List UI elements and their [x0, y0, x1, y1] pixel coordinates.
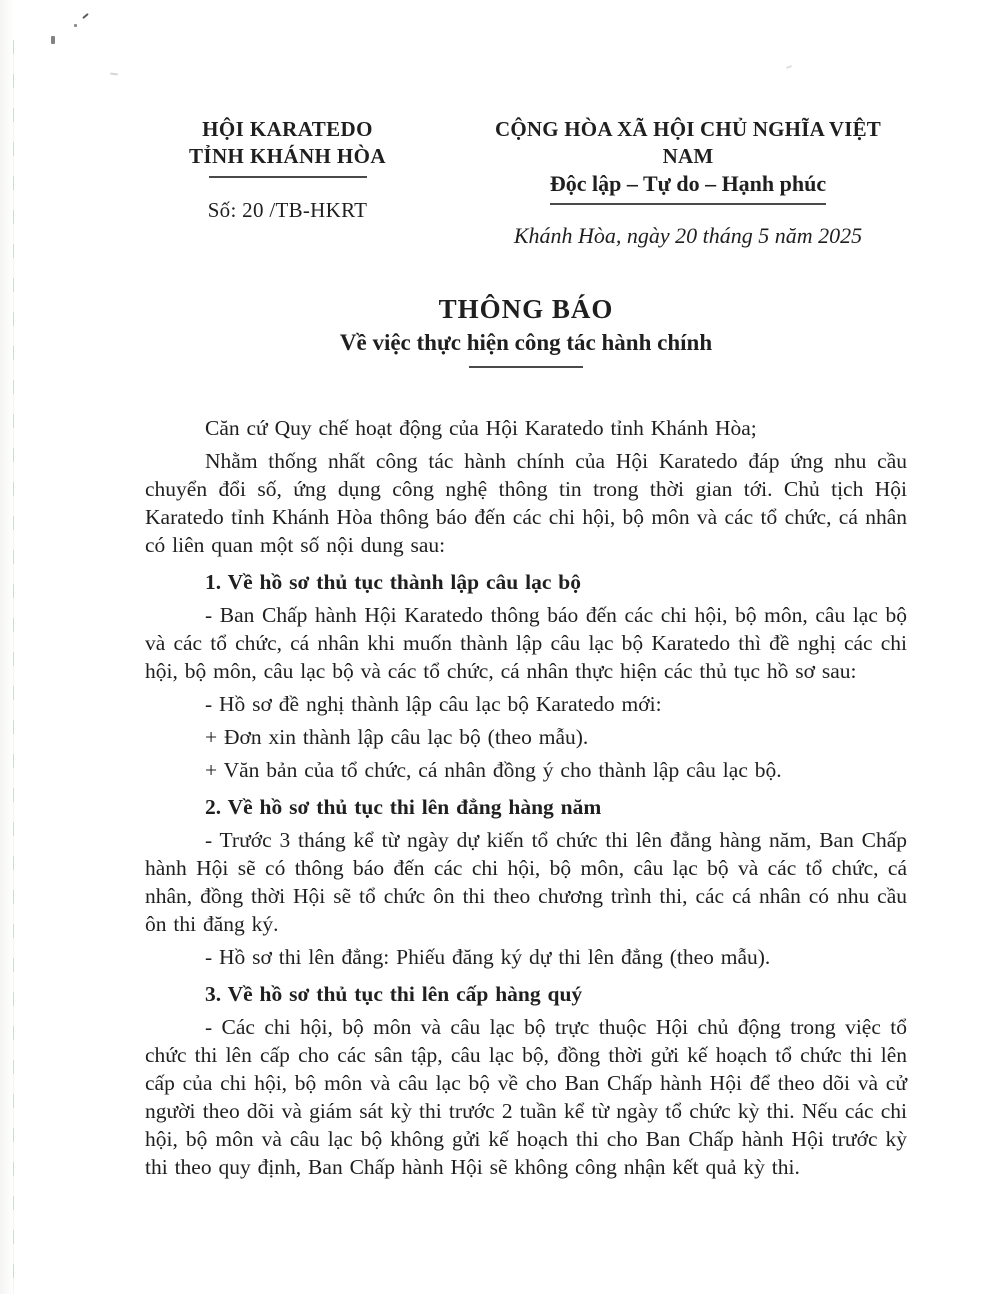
document-header: [145, 116, 907, 249]
document-title-block: [145, 293, 907, 368]
national-motto: Độc lập – Tự do – Hạnh phúc: [549, 171, 827, 196]
place-dateline: Khánh Hòa, ngày 20 tháng 5 năm 2025: [513, 223, 863, 248]
org-underline: [209, 176, 367, 178]
paragraph: - Các chi hội, bộ môn và câu lạc bộ trực thuộc Hội chủ động trong việc tổ chức thi lên cấp cho các sân tập, câu lạc bộ, đồng thời gửi kế hoạch tổ chức thi lên cấp của chi hội, bộ môn và câu lạc bộ về cho Ban Chấp hành Hội để theo dõi và cử người theo dõi và giám sát kỳ thi trước 2 tuần kể từ ngày tổ chức kỳ thi. Nếu các chi hội, bộ môn và câu lạc bộ không gửi kế hoạch thi cho Ban Chấp hành Hội trước kỳ thi theo quy định, Ban Chấp hành Hội sẽ không công nhận kết quả kỳ thi.: [145, 1015, 907, 1179]
paragraph: - Trước 3 tháng kể từ ngày dự kiến tổ chức thi lên đẳng hàng năm, Ban Chấp hành Hội sẽ có thông báo đến các chi hội, bộ môn, câu lạc bộ và các tổ chức, cá nhân, đồng thời Hội sẽ tổ chức ôn thi theo chương trình thi, các cá nhân có nhu cầu ôn thi đăng ký.: [145, 828, 907, 936]
paragraph: + Văn bản của tổ chức, cá nhân đồng ý cho thành lập câu lạc bộ.: [205, 758, 782, 782]
scan-artifact: [786, 65, 792, 69]
document-body: [145, 414, 907, 1181]
paragraph: - Hồ sơ thi lên đẳng: Phiếu đăng ký dự thi lên đẳng (theo mẫu).: [205, 945, 771, 969]
national-title: CỘNG HÒA XÃ HỘI CHỦ NGHĨA VIỆT NAM: [495, 117, 881, 168]
org-name-line2: TỈNH KHÁNH HÒA: [189, 144, 386, 168]
org-name-line1: HỘI KARATEDO: [202, 117, 373, 141]
document-subtitle: Về việc thực hiện công tác hành chính: [339, 330, 713, 355]
section-heading: 2. Về hồ sơ thủ tục thi lên đẳng hàng năm: [205, 795, 602, 819]
document-content: [145, 116, 907, 1186]
paragraph: + Đơn xin thành lập câu lạc bộ (theo mẫu).: [205, 725, 589, 749]
scan-edge-artifact: [13, 40, 14, 1294]
paragraph: Nhằm thống nhất công tác hành chính của Hội Karatedo đáp ứng nhu cầu chuyển đổi số, ứng dụng công nghệ thông tin trong thời gian tới. Chủ tịch Hội Karatedo tỉnh Khánh Hòa thông báo đến các chi hội, bộ môn và các tổ chức, cá nhân có liên quan một số nội dung sau:: [145, 449, 907, 557]
paragraph: - Ban Chấp hành Hội Karatedo thông báo đến các chi hội, bộ môn, câu lạc bộ và các tổ chức, cá nhân khi muốn thành lập câu lạc bộ Karatedo thì đề nghị các chi hội, bộ môn, câu lạc bộ và các tổ chức, cá nhân thực hiện các thủ tục hồ sơ sau:: [145, 603, 907, 683]
issuing-org-block: [145, 116, 430, 223]
section-heading: 1. Về hồ sơ thủ tục thành lập câu lạc bộ: [205, 570, 581, 594]
motto-underline: [550, 203, 826, 205]
title-underline: [469, 366, 583, 368]
national-motto-block: [469, 116, 907, 249]
document-number: Số: 20 /TB-HKRT: [207, 198, 368, 222]
scan-artifact: [74, 24, 77, 27]
scan-artifact: [110, 72, 118, 75]
paragraph: - Hồ sơ đề nghị thành lập câu lạc bộ Karatedo mới:: [205, 692, 662, 716]
scan-artifact: [82, 13, 89, 19]
section-heading: 3. Về hồ sơ thủ tục thi lên cấp hàng quý: [205, 982, 583, 1006]
document-title: THÔNG BÁO: [438, 294, 614, 324]
paragraph: Căn cứ Quy chế hoạt động của Hội Karatedo tỉnh Khánh Hòa;: [205, 416, 757, 440]
scan-artifact: [51, 36, 55, 44]
